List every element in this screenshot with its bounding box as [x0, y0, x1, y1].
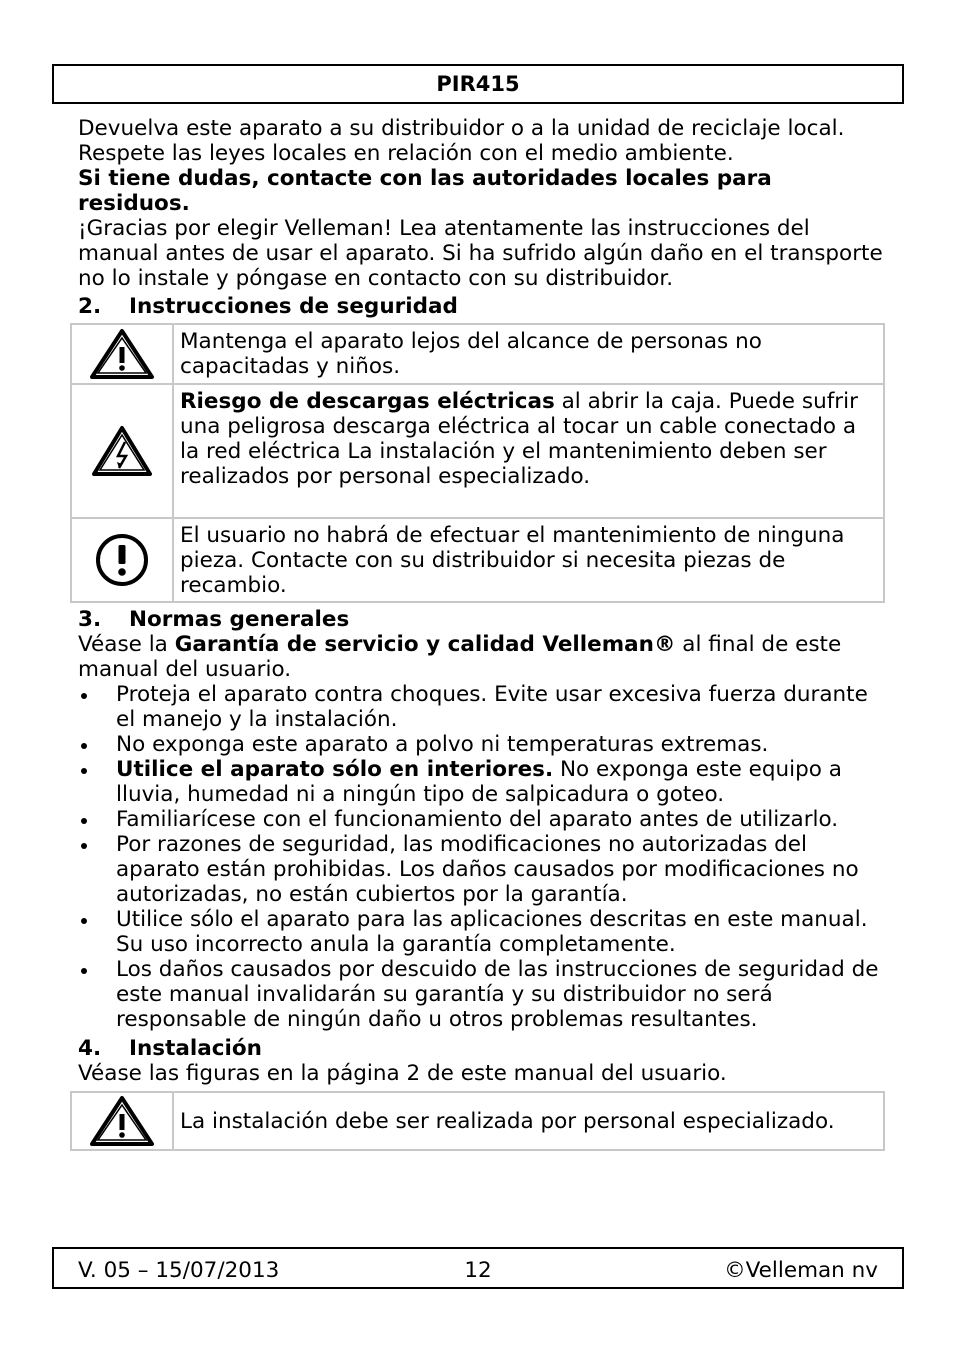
general-rules-list	[78, 682, 888, 1032]
intro-paragraph-1: Devuelva este aparato a su distribuidor o a la unidad de reciclaje local. Respete las leyes locales en relación con el medio ambiente.	[78, 116, 845, 166]
section-4-title: Instalación	[129, 1036, 262, 1061]
list-item-text: Utilice sólo el aparato para las aplicaciones descritas en este manual. Su uso incorrecto anula la garantía completamente.	[116, 907, 868, 957]
safety-icon-cell	[71, 384, 173, 518]
safety-text-cell	[173, 1092, 884, 1150]
section-3-intro-post: al final de este manual del usuario.	[78, 632, 842, 682]
safety-table	[70, 323, 885, 603]
electric-shock-icon	[72, 425, 172, 477]
list-item-bold: Utilice el aparato sólo en interiores.	[116, 757, 554, 782]
page-header	[52, 64, 904, 104]
list-item	[78, 732, 888, 757]
intro-paragraph-2: Si tiene dudas, contacte con las autoridades locales para residuos.	[78, 166, 772, 216]
list-item	[78, 807, 888, 832]
header-title: PIR415	[436, 72, 520, 96]
section-3-title: Normas generales	[129, 607, 350, 632]
safety-icon-cell	[71, 518, 173, 602]
list-item-text: No exponga este equipo a lluvia, humedad ni a ningún tipo de salpicadura o goteo.	[116, 757, 842, 807]
safety-row	[71, 324, 884, 384]
list-item	[78, 907, 888, 957]
page-content	[78, 116, 888, 1151]
list-item	[78, 957, 888, 1032]
list-item-text: No exponga este aparato a polvo ni temperaturas extremas.	[116, 732, 769, 757]
list-item	[78, 757, 888, 807]
footer-version: V. 05 – 15/07/2013	[78, 1258, 280, 1283]
safety-bold-text: Riesgo de descargas eléctricas	[180, 389, 555, 414]
warning-triangle-icon	[72, 328, 172, 380]
footer-page-number: 12	[464, 1258, 492, 1283]
section-2-number: 2.	[78, 294, 102, 319]
safety-row	[71, 384, 884, 518]
safety-icon-cell	[71, 1092, 173, 1150]
list-item-text: Familiarícese con el funcionamiento del aparato antes de utilizarlo.	[116, 807, 839, 832]
section-3-number: 3.	[78, 607, 102, 632]
safety-text: Mantenga el aparato lejos del alcance de personas no capacitadas y niños.	[180, 329, 762, 379]
section-3-intro	[78, 632, 888, 682]
safety-text-cell	[173, 384, 884, 518]
safety-row	[71, 518, 884, 602]
section-3-intro-pre: Véase la	[78, 632, 175, 657]
list-item	[78, 832, 888, 907]
section-3-intro-bold: Garantía de servicio y calidad Velleman®	[174, 632, 676, 657]
list-item	[78, 682, 888, 732]
footer-copyright: ©Velleman nv	[724, 1258, 878, 1283]
list-item-text: Proteja el aparato contra choques. Evite usar excesiva fuerza durante el manejo y la instalación.	[116, 682, 868, 732]
safety-text-cell	[173, 518, 884, 602]
section-2-heading	[78, 294, 888, 319]
exclamation-circle-icon	[72, 532, 172, 588]
section-3-heading	[78, 607, 888, 632]
installation-table	[70, 1091, 885, 1151]
safety-text: El usuario no habrá de efectuar el mantenimiento de ninguna pieza. Contacte con su distribuidor si necesita piezas de recambio.	[180, 523, 845, 598]
list-item-text: Los daños causados por descuido de las instrucciones de seguridad de este manual invalidarán su garantía y su distribuidor no será responsable de ningún daño u otros problemas resultantes.	[116, 957, 879, 1032]
safety-icon-cell	[71, 324, 173, 384]
safety-row	[71, 1092, 884, 1150]
section-4-intro: Véase las figuras en la página 2 de este manual del usuario.	[78, 1061, 727, 1086]
section-2-title: Instrucciones de seguridad	[129, 294, 458, 319]
warning-triangle-icon	[72, 1095, 172, 1147]
section-4-number: 4.	[78, 1036, 102, 1061]
safety-text-cell	[173, 324, 884, 384]
safety-text: La instalación debe ser realizada por personal especializado.	[180, 1109, 835, 1134]
list-item-text: Por razones de seguridad, las modificaciones no autorizadas del aparato están prohibidas. Los daños causados por modificaciones no autorizadas, no están cubiertos por la garantía.	[116, 832, 859, 907]
intro-paragraph-3: ¡Gracias por elegir Velleman! Lea atentamente las instrucciones del manual antes de usar el aparato. Si ha sufrido algún daño en el transporte no lo instale y póngase en contacto con su distribuidor.	[78, 216, 883, 291]
safety-text: al abrir la caja. Puede sufrir una peligrosa descarga eléctrica al tocar un cable conectado a la red eléctrica La instalación y el mantenimiento deben ser realizados por personal especializado.	[180, 389, 858, 489]
page-footer	[52, 1247, 904, 1289]
section-4-heading	[78, 1036, 888, 1061]
